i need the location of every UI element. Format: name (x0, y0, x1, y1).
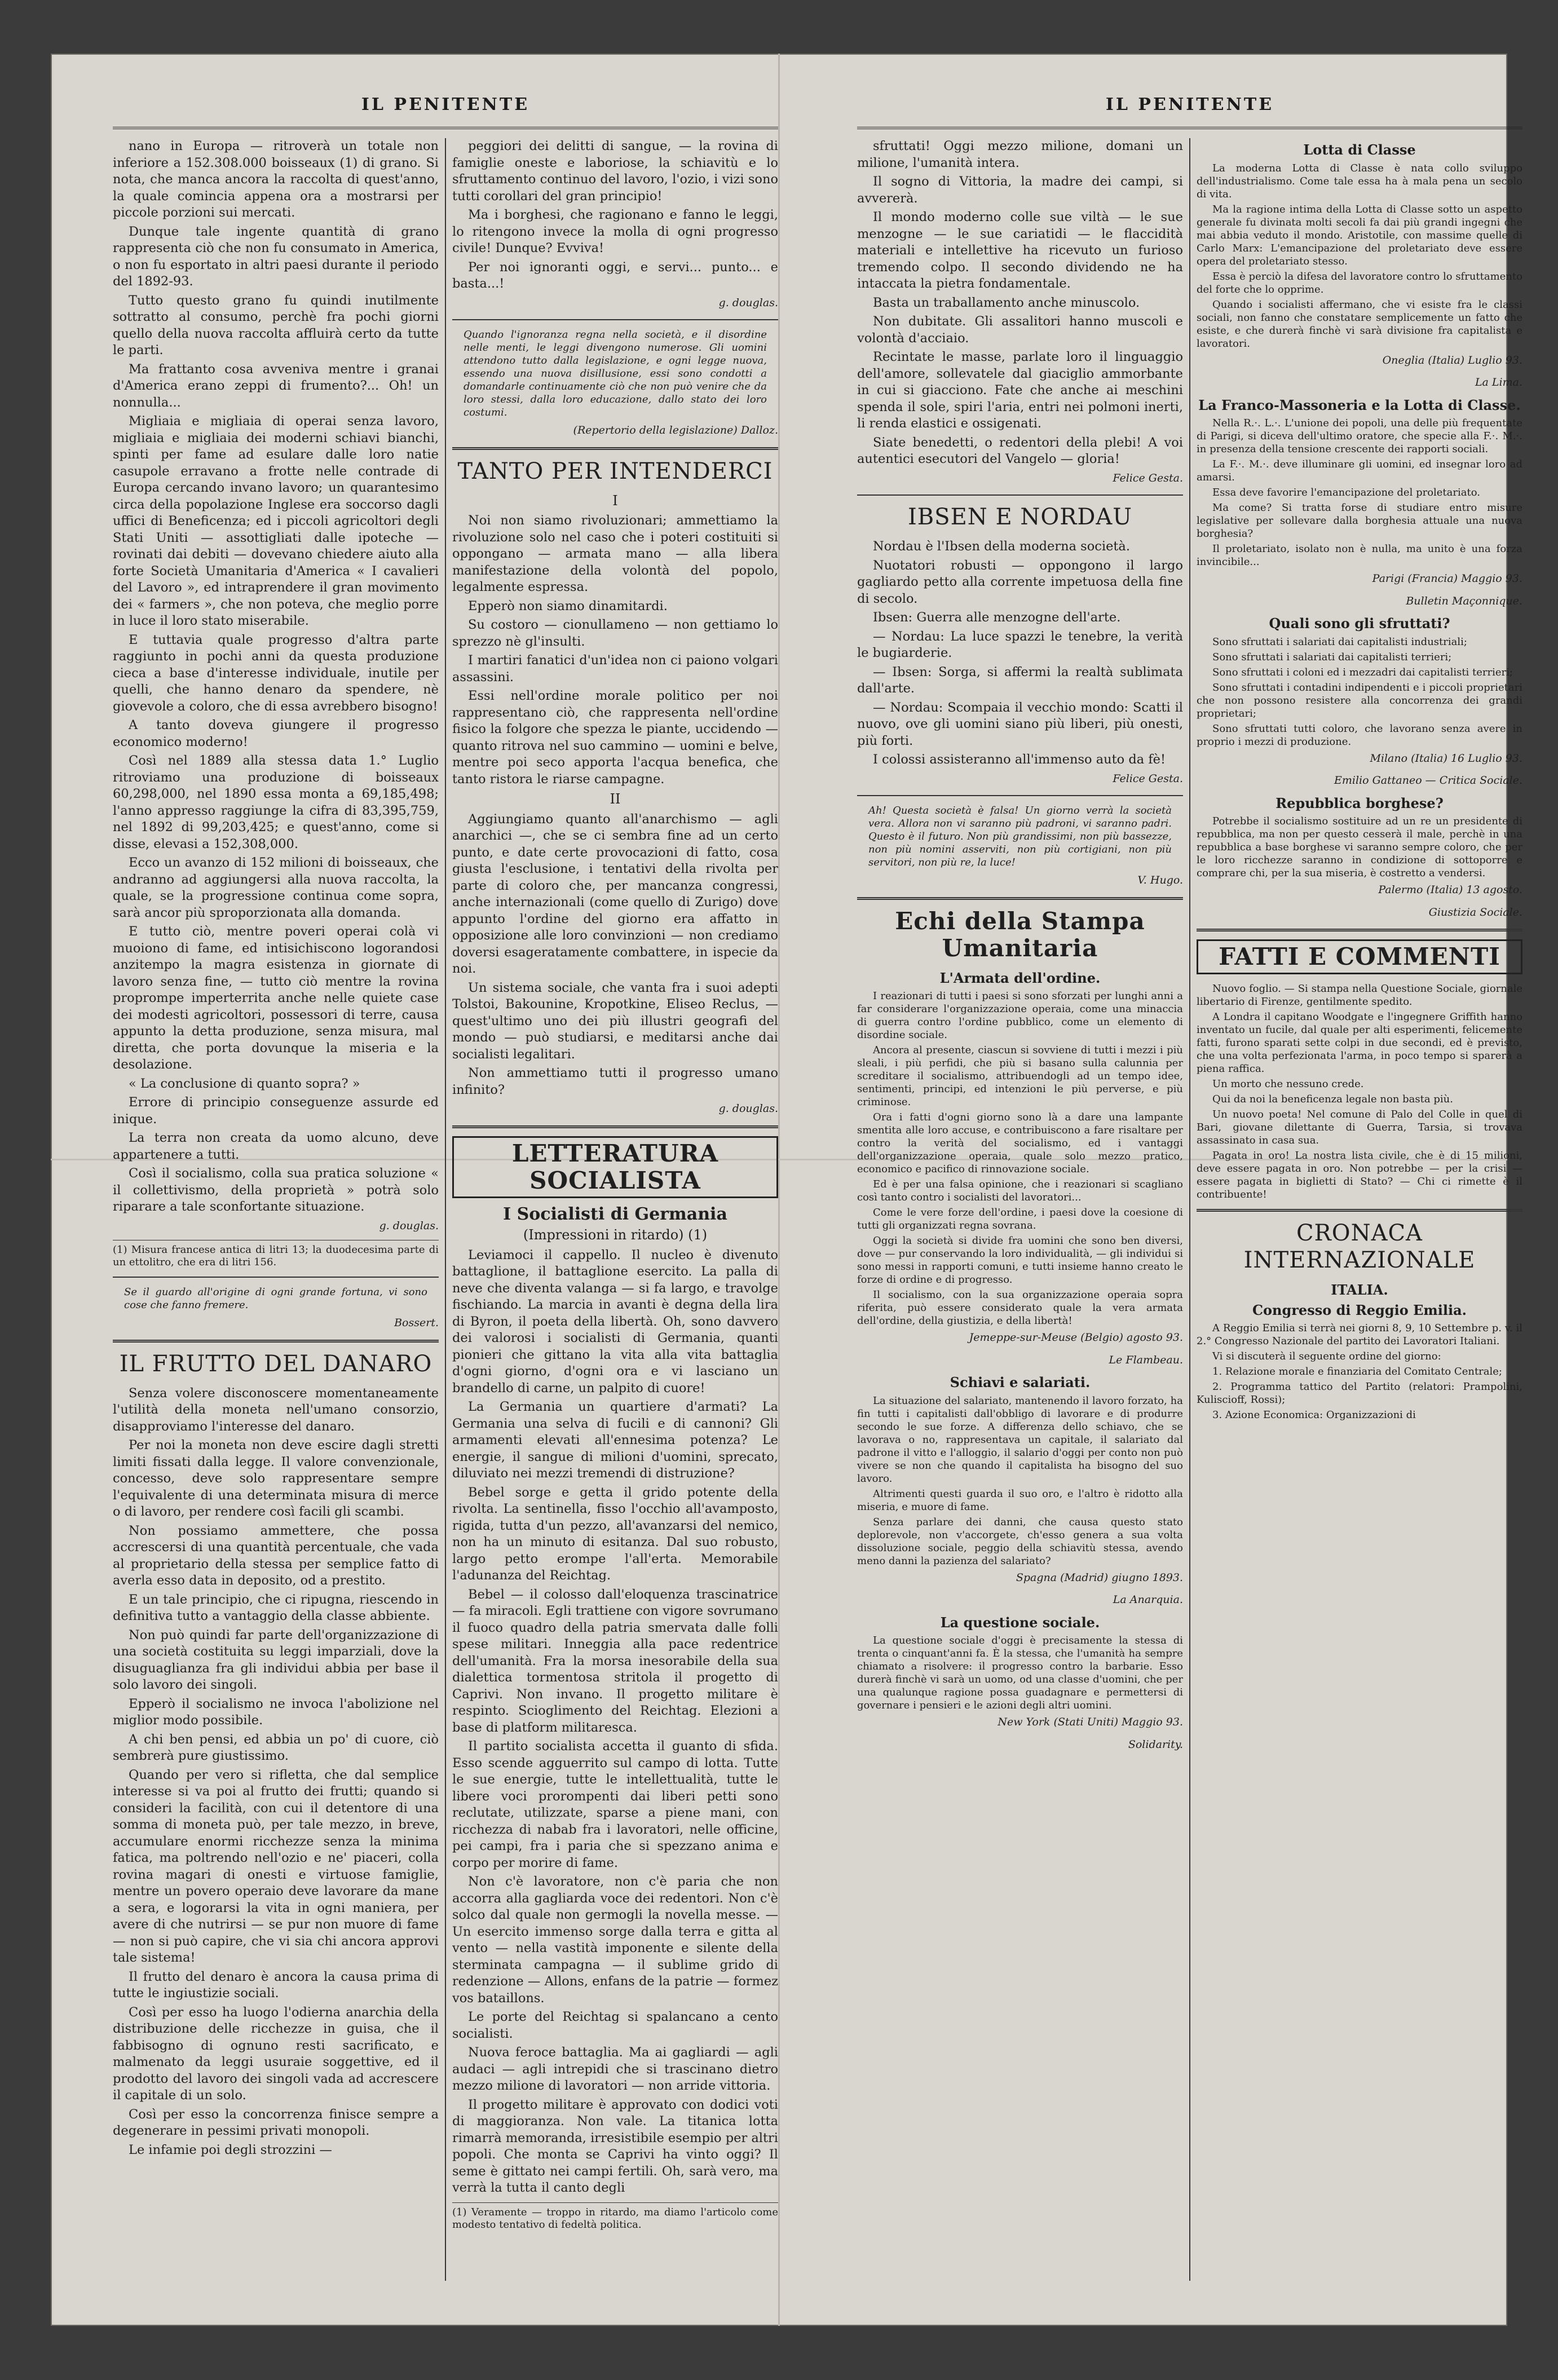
paragraph: 1. Relazione morale e finanziaria del Comitato Centrale; (1212, 1366, 1502, 1377)
article-title: Repubblica borghese? (1275, 794, 1444, 811)
section-numeral: II (610, 791, 621, 807)
paragraph: Ma i borghesi, che ragionano e fanno le leggi, lo ritengono invece la molla di ogni progresso civile! Dunque? Evviva! (452, 207, 778, 255)
article-body (1197, 635, 1522, 748)
article-source: Jemeppe-sur-Meuse (Belgio) agosto 93. (969, 1331, 1183, 1344)
paragraph: Sono sfruttati i salariati dai capitalisti industriali; (1212, 635, 1467, 648)
footnote: (1) Misura francese antica di litri 13; la duodecesima parte di un ettolitro, che era di litri 156. (113, 1240, 439, 1269)
article-title: L'Armata dell'ordine. (939, 969, 1101, 986)
paragraph: A chi ben pensi, ed abbia un po' di cuore, ciò sembrerà pure giustissimo. (113, 1732, 439, 1763)
paragraph: La Germania un quartiere d'armati? La Germania una selva di fucili e di cannoni? Gli armamenti elevati all'ennesima potenza? Le energie, il sangue di milioni d'uomini, sprecato, diluviato nei mezzi tremendi di distruzione? (452, 1399, 778, 1481)
left-page (113, 87, 778, 2286)
separator-rule (1197, 1209, 1522, 1212)
article-publication: La Lima. (1475, 376, 1522, 388)
article-title: Schiavi e salariati. (950, 1374, 1091, 1390)
section-title: LETTERATURA SOCIALISTA (452, 1136, 778, 1198)
article-signature: Felice Gesta. (1113, 772, 1183, 785)
paragraph: Ma frattanto cosa avveniva mentre i granai d'America erano zeppi di frumento?... Oh! un nonnulla... (113, 361, 439, 410)
section-title: TANTO PER INTENDERCI (457, 458, 773, 484)
article-source: Milano (Italia) 16 Luglio 93. (1370, 752, 1522, 765)
paragraph: Su costoro — cionullameno — non gettiamo lo sprezzo nè gl'insulti. (452, 617, 778, 649)
paragraph: 2. Programma tattico del Partito (relatori: Prampolini, Kuliscioff, Rossi); (1197, 1381, 1522, 1406)
paragraph: Così il socialismo, colla sua pratica soluzione « il collettivismo, della proprietà » potrà solo riparare a tale sconfortante situazione. (113, 1166, 439, 1214)
article-body (1197, 982, 1522, 1201)
footnote: (1) Veramente — troppo in ritardo, ma diamo l'articolo come modesto tentativo di fedeltà politica. (452, 2202, 778, 2231)
article-source: Parigi (Francia) Maggio 93. (1372, 572, 1522, 585)
paragraph: Ma la ragione intima della Lotta di Classe sotto un aspetto generale fu divinata molti secoli fa dai più grandi ingegni che mai abbia veduto il mondo. Aristotile, con massime quelle di Carlo Marx: L'emancipazione del proletariato deve essere opera del proletariato stesso. (1197, 203, 1522, 267)
column-2 (452, 138, 778, 2281)
paragraph: E un tale principio, che ci ripugna, riescendo in definitiva tutto a vantaggio della classe abbiente. (113, 1592, 439, 1623)
article-source: Oneglia (Italia) Luglio 93. (1382, 354, 1522, 367)
paragraph: La questione sociale d'oggi è precisamente la stessa di trenta o cinquant'anni fa. È la stessa, che l'umanità ha sempre chiamato a risolvere: il progresso contro la barbarie. Esso durerà finchè vi sarà un uomo, od una classe d'uomini, che per una qualunque ragione possa guadagnare e permettersi di governare i pensieri e le azioni degli altri uomini. (857, 1635, 1183, 1711)
article-title: Quali sono gli sfruttati? (1269, 615, 1450, 632)
newspaper-sheet (51, 54, 1522, 2326)
paragraph: Ibsen: Guerra alle menzogne dell'arte. (873, 610, 1121, 625)
paragraph: Pagata in oro! La nostra lista civile, che è di 15 milioni, deve essere pagata in oro. Non potrebbe — per la crisi — essere pagata in biglietti di Stato? — Chi ci rimette è il contribuente! (1197, 1150, 1522, 1200)
paragraph: Ed è per una falsa opinione, che i reazionari si scagliano così tanto contro i socialisti del lavoratori... (857, 1178, 1183, 1203)
paragraph: Siate benedetti, o redentori della plebi! A voi autentici esecutori del Vangelo — gloria! (857, 435, 1183, 466)
paragraph: Nella R.·. L.·. L'unione dei popoli, una delle più frequentate di Parigi, si diceva dell'ultimo oratore, che specie alla F.·. M.·. in presenza della tensione crescente dei rapporti sociali. (1197, 417, 1522, 455)
paragraph: Il partito socialista accetta il guanto di sfida. Esso scende agguerrito sul campo di lotta. Tutte le sue energie, tutte le intellettualità, tutte le libere voci prorompenti dai liberi petti sono reclutate, utilizzate, sparse a piene mani, con ricchezza di nabab fra i lavoratori, nelle officine, pei campi, fra i paria che si spezzano anima e corpo per morire di fame. (452, 1739, 778, 1870)
section-title: IBSEN E NORDAU (907, 504, 1132, 530)
section-numeral: I (612, 492, 618, 509)
section-title: IL FRUTTO DEL DANARO (119, 1350, 432, 1377)
paragraph: Ecco un avanzo di 152 milioni di boisseaux, che andranno ad aggiungersi alla nuova raccolta, la quale, se la progressione continua come sopra, sarà ancor più sproporzionata alla domanda. (113, 855, 439, 920)
article-title: Lotta di Classe (1303, 142, 1416, 158)
paragraph: Essa è perciò la difesa del lavoratore contro lo sfruttamento del forte che lo opprime. (1197, 270, 1522, 295)
quote-text: Ah! Questa società è falsa! Un giorno verrà la società vera. Allora non vi saranno più padroni, vi saranno padri. Questo è il futuro. Non più grandissimi, non più bassezze, non più nomini asserviti, non più cortigiani, non più servitori, non più re, la luce! (868, 805, 1172, 868)
column-rule (445, 138, 446, 2281)
paragraph: nano in Europa — ritroverà un totale non inferiore a 152.308.000 boisseaux (1) di grano. Si nota, che manca ancora la raccolta di quest'anno, la quale comincia appena ora a mostrarsi per piccole porzioni sui mercati. (113, 139, 439, 220)
paragraph: Noi non siamo rivoluzionari; ammettiamo la rivoluzione solo nel caso che i poteri costituiti si oppongano — armata mano — alla libera manifestazione della volontà del popolo, legalmente espressa. (452, 513, 778, 594)
section-title: Echi della Stampa Umanitaria (895, 907, 1145, 962)
paragraph: Epperò il socialismo ne invoca l'abolizione nel miglior modo possibile. (113, 1696, 439, 1728)
paragraph: Il frutto del denaro è ancora la causa prima di tutte le ingiustizie sociali. (113, 1969, 439, 2001)
article-publication: Solidarity. (1128, 1738, 1183, 1751)
paragraph: Leviamoci il cappello. Il nucleo è divenuto battaglione, il battaglione esercito. La palla di neve che diventa valanga — si fa largo, e travolge fischiando. La marcia in avanti è degna della lira di Byron, il poeta della libertà. Oh, sono davvero dei valorosi i socialisti di Germania, quanti pionieri che gittano la vita alla vita battaglia d'ogni giorno, d'ogni ora e vi lasciano un brandello di carne, un palpito di cuore! (452, 1247, 778, 1396)
paragraph: Come le vere forze dell'ordine, i paesi dove la coesione di tutti gli organizzati regna sovrana. (857, 1207, 1183, 1231)
center-fold (778, 54, 780, 2326)
separator-rule (857, 795, 1183, 796)
article-body (1197, 162, 1522, 350)
column-4 (1197, 138, 1522, 2281)
paragraph: Sono sfruttati i coloni ed i mezzadri dai capitalisti terrieri; (1212, 666, 1513, 678)
quote-author: Bossert. (394, 1317, 439, 1329)
paragraph: — Ibsen: Sorga, si affermi la realtà sublimata dall'arte. (857, 664, 1183, 696)
paragraph: Nuova feroce battaglia. Ma ai gagliardi — agli audaci — agli intrepidi che si trascinano dietro mezzo milione di lavoratori — non arride vittoria. (452, 2045, 778, 2093)
paragraph: Essi nell'ordine morale politico per noi rappresentano ciò, che rappresenta nell'ordine fisico la folgore che spezza le piante, uccidendo — quanto ritrova nel suo cammino — uomini e belve, mentre poi seco apporta l'acqua benefica, che tanto ristora le riarse campagne. (452, 688, 778, 787)
paragraph: Migliaia e migliaia di operai senza lavoro, migliaia e migliaia dei moderni schiavi bianchi, spinti per fame ad esulare dalle loro natie casupole erravano a frotte nelle contrade di Europa cercando invano lavoro; un quarantesimo circa della popolazione Inglese era soccorso dagli uffici di Beneficenza; ed i piccoli agricoltori degli Stati Uniti — assottigliati dalle ipoteche — rovinati dai debiti — dovevano chiedere aiuto alla forte Società Umanitaria d'America « I cavalieri del Lavoro », ed intraprendere il gran movimento dei « farmers », che non poteva, che meglio porre in luce il loro stato miserabile. (113, 414, 439, 628)
article-title: Congresso di Reggio Emilia. (1252, 1301, 1467, 1318)
paragraph: Nordau è l'Ibsen della moderna società. (873, 539, 1130, 554)
quote-author: V. Hugo. (1137, 874, 1183, 886)
paragraph: 3. Azione Economica: Organizzazioni di (1212, 1409, 1416, 1421)
paragraph: Quando per vero si rifletta, che dal semplice interesse si va poi al frutto dei frutti; quando si consideri la facilità, con cui il detentore di una somma di moneta può, per tale mezzo, in breve, accumulare enormi ricchezze senza la minima fatica, ma poltrendo nell'ozio e ne' piaceri, colla rovina magari di onesti e virtuose famiglie, mentre un povero operaio deve lavorare da mane a sera, e logorarsi la vita in ogni maniera, per avere di che nutrirsi — se pur non muore di fame — non si può capire, che vi sia chi ancora approvi tale sistema! (113, 1767, 439, 1965)
article-signature: Felice Gesta. (1113, 471, 1183, 484)
article-signature: g. douglas. (379, 1219, 439, 1232)
paragraph: Un nuovo poeta! Nel comune di Palo del Colle in quel di Bari, giovane dilettante di Guerra, Tarsia, si trovava assassinato in casa sua. (1197, 1109, 1522, 1146)
article-subtitle: (Impressioni in ritardo) (1) (523, 1227, 708, 1243)
paragraph: Oggi la società si divide fra uomini che sono ben diversi, dove — pur conservando la loro individualità, — gli individui si sono messi in rapporti comuni, e tutti insieme hanno creato le forze di ordine e di progresso. (857, 1235, 1183, 1286)
paragraph: Ora i fatti d'ogni giorno sono là a dare una lampante smentita alle loro accuse, e contribuiscono a fare risaltare per contro la verità del socialismo, ed i vantaggi dell'organizzazione operaia, quale solo mezzo pratico, economico e pacifico di rinnovazione sociale. (857, 1111, 1183, 1175)
quote-text: Quando l'ignoranza regna nella società, e il disordine nelle menti, le leggi divengono numerose. Gli uomini attendono tutto dalla legislazione, e ogni legge nuova, essendo una nuova disillusione, essi sono condotti a domandarle continuamente ciò che non può venire che da loro stessi, dalla loro educazione, dallo stato dei loro costumi. (464, 329, 767, 418)
paragraph: Sono sfruttati i salariati dai capitalisti terrieri; (1212, 651, 1452, 663)
paragraph: Così per esso la concorrenza finisce sempre a degenerare in pessimi privati monopoli. (113, 2107, 439, 2138)
paragraph: E tuttavia quale progresso d'altra parte raggiunto in pochi anni da questa produzione cieca a base d'interesse individuale, inutile per quelli, che hanno denaro da spendere, nè giovevole a coloro, che di essa avrebbero bisogno! (113, 632, 439, 714)
masthead-title: IL PENITENTE (361, 95, 530, 114)
paragraph: A Londra il capitano Woodgate e l'ingegnere Griffith hanno inventato un fucile, dal quale per alti esperimenti, felicemente fatti, furono sparati sette colpi in due secondi, ed è previsto, che una volta perfezionata l'arma, in poco tempo si sparerà a piena raffica. (1197, 1011, 1522, 1075)
article-title: I Socialisti di Germania (503, 1204, 727, 1224)
paragraph: Per noi la moneta non deve escire dagli stretti limiti fissati dalla legge. Il valore convenzionale, concesso, deve solo rappresentare sempre l'equivalente di una determinata misura di merce o di lavoro, per rendere così facili gli scambi. (113, 1438, 439, 1519)
paragraph: Essa deve favorire l'emancipazione del proletariato. (1212, 487, 1480, 498)
article-body (1197, 417, 1522, 568)
article-source: Palermo (Italia) 13 agosto. (1378, 884, 1522, 896)
paragraph: peggiori dei delitti di sangue, — la rovina di famiglie oneste e laboriose, la schiavitù e lo sfruttamento continuo del lavoro, l'ozio, i vizi sono tutti corollari del gran principio! (452, 139, 778, 204)
separator-rule (452, 319, 778, 320)
paragraph: La moderna Lotta di Classe è nata collo sviluppo dell'industrialismo. Come tale essa ha à mala pena un secolo di vita. (1197, 162, 1522, 200)
paragraph: Quando i socialisti affermano, che vi esiste fra le classi sociali, non fanno che constatare semplicemente un fatto che esiste, e che durerà finchè vi sarà divisione fra capitalista e lavoratori. (1197, 298, 1522, 350)
paragraph: Errore di principio conseguenze assurde ed inique. (113, 1095, 439, 1127)
article-title: La Franco-Massoneria e la Lotta di Classe. (1198, 396, 1521, 413)
article-source: Spagna (Madrid) giugno 1893. (1016, 1571, 1183, 1584)
paragraph: Basta un traballamento anche minuscolo. (873, 295, 1140, 310)
article-signature: g. douglas. (718, 296, 778, 309)
paragraph: Così per esso ha luogo l'odierna anarchia della distribuzione delle ricchezze in guisa, che il fabbisogno di ognuno resti sacrificato, e malmenato da leggi usuraie soggettive, ed il prodotto del lavoro dei singoli vada ad accrescere il capitale di un solo. (113, 2004, 439, 2103)
section-title: CRONACA INTERNAZIONALE (1243, 1220, 1476, 1273)
separator-rule (113, 1277, 439, 1278)
paragraph: Ancora al presente, ciascun si sovviene di tutti i mezzi i più sleali, i più perfidi, che più si basano sulla calunnia per screditare il socialismo, attribuendogli ad un tempo idee, sentimenti, principi, ed intenzioni le più perverse, e più criminose. (857, 1044, 1183, 1108)
paragraph: I colossi assisteranno all'immenso auto da fè! (873, 752, 1166, 767)
separator-rule (113, 1340, 439, 1343)
article-signature: g. douglas. (718, 1102, 778, 1115)
paragraph: Sono sfruttati tutti coloro, che lavorano senza avere in proprio i mezzi di produzione. (1197, 722, 1522, 748)
paragraph: A tanto doveva giungere il progresso economico moderno! (113, 718, 439, 749)
paragraph: I martiri fanatici d'un'idea non ci paiono volgari assassini. (452, 653, 778, 685)
section-title: FATTI E COMMENTI (1197, 939, 1522, 974)
column-rule (1189, 138, 1190, 2281)
separator-rule (452, 447, 778, 450)
paragraph: Dunque tale ingente quantità di grano rappresenta ciò che non fu consumato in America, o non fu esportato in altri paesi durante il periodo del 1892-93. (113, 224, 439, 289)
section-subtitle: ITALIA. (1331, 1282, 1388, 1298)
right-columns (857, 138, 1522, 2281)
paragraph: Recintate le masse, parlate loro il linguaggio dell'amore, sollevatele dal giaciglio ammorbante in cui si giacciono. Fate che anche ai meschini spenda il sole, spiri l'aria, entri nei polmoni inerti, li renda elastici e ossigenati. (857, 350, 1183, 431)
paragraph: Ma come? Si tratta forse di studiare entro misure legislative per sollevare dalla borghesia attuale una nuova borghesia? (1197, 502, 1522, 540)
paragraph: Il sogno di Vittoria, la madre dei campi, si avvererà. (857, 174, 1183, 206)
masthead-left (113, 87, 778, 129)
paragraph: Un sistema sociale, che vanta fra i suoi adepti Tolstoi, Bakounine, Kropotkine, Eliseo Reclus, — quest'ultimo uno dei più illustri geografi del mondo — può studiarsi, e meditarsi anche dai socialisti legalitari. (452, 980, 778, 1062)
paragraph: Non dubitate. Gli assalitori hanno muscoli e volontà d'acciaio. (857, 314, 1183, 346)
article-publication: Bulletin Maçonnique. (1406, 594, 1522, 607)
paragraph: Epperò non siamo dinamitardi. (468, 598, 668, 613)
article-publication: Giustizia Sociale. (1428, 906, 1522, 919)
paragraph: I reazionari di tutti i paesi si sono sforzati per lunghi anni a far considerare l'organizzazione operaia, come una minaccia di guerra contro l'ordine pubblico, come un elemento di disordine sociale. (857, 990, 1183, 1041)
paragraph: Bebel sorge e getta il grido potente della rivolta. La sentinella, fisso l'occhio all'avamposto, rigida, tutta d'un pezzo, all'avanzarsi del nemico, non ha un minuto di esitanza. Dal suo robusto, largo petto erompe l'all'erta. Memorabile l'adunanza del Reichtag. (452, 1485, 778, 1583)
paragraph: Le infamie poi degli strozzini — (129, 2142, 332, 2157)
paragraph: Nuotatori robusti — oppongono il largo gagliardo petto alla corrente impetuosa della fine di secolo. (857, 558, 1183, 606)
paragraph: sfruttati! Oggi mezzo milione, domani un milione, l'umanità intera. (857, 139, 1183, 170)
paragraph: — Nordau: La luce spazzi le tenebre, la verità le bugiarderie. (857, 629, 1183, 660)
paragraph: Senza parlare dei danni, che causa questo stato deplorevole, non v'accorgete, ch'esso genera a sua volta dissoluzione sociale, peggio della schiavitù stessa, avendo meno danni la pazienza del salariato? (857, 1516, 1183, 1567)
article-body (857, 1394, 1183, 1567)
column-1 (113, 138, 439, 2281)
paragraph: A Reggio Emilia si terrà nei giorni 8, 9, 10 Settembre p. v. il 2.° Congresso Nazionale del partito dei Lavoratori Italiani. (1197, 1322, 1522, 1347)
quote-text: Se il guardo all'origine di ogni grande fortuna, vi sono cose che fanno fremere. (124, 1286, 427, 1311)
paragraph: Tutto questo grano fu quindi inutilmente sottratto al consumo, perchè fra pochi giorni quello della nuova raccolta affluirà certo da tutte le parti. (113, 293, 439, 357)
masthead-title: IL PENITENTE (1105, 95, 1274, 114)
paragraph: Non possiamo ammettere, che possa accrescersi di una quantità percentuale, che vada al proprietario della stessa per semplice fatto di averla esso data in deposito, od a prestito. (113, 1523, 439, 1588)
paragraph: Potrebbe il socialismo sostituire ad un re un presidente di repubblica, ma non per questo cesserà il male, perchè in una repubblica a base borghese vi saranno sempre coloro, che per le loro ricchezze saranno in condizione di sottoporre e comprare chi, per la sua miseria, è costretto a vendersi. (1197, 815, 1522, 879)
article-body (1197, 815, 1522, 880)
article-publication: La Anarquia. (1113, 1593, 1183, 1606)
separator-rule (1197, 929, 1522, 931)
paragraph: Le porte del Reichtag si spalancano a cento socialisti. (452, 2010, 778, 2041)
paragraph: « La conclusione di quanto sopra? » (129, 1076, 360, 1091)
paragraph: La situazione del salariato, mantenendo il lavoro forzato, ha fin tutti i capitalisti dall'obbligo di lavorare e di produrre secondo le sue forze. A differenza dello schiavo, che se lavorava o no, rappresentava un capitale, il salariato dal padrone il vitto e l'alloggio, il salario d'oggi per conto non può vivere se non che quando il capitalista ha bisogno del suo lavoro. (857, 1394, 1183, 1485)
paragraph: Senza volere disconoscere momentaneamente l'utilità della moneta nell'umano consorzio, disapproviamo l'interesse del danaro. (113, 1385, 439, 1434)
paragraph: Così nel 1889 alla stessa data 1.° Luglio ritroviamo una produzione di boisseaux 60,298,000, nel 1890 essa monta a 69,185,498; l'anno appresso raggiunge la cifra di 83,395,759, nel 1892 di 99,203,425; e quest'anno, come si disse, elevasi a 152,308,000. (113, 753, 439, 851)
paragraph: Altrimenti questi guarda il suo oro, e l'altro è ridotto alla miseria, e muore di fame. (857, 1487, 1183, 1513)
paragraph: Il proletariato, isolato non è nulla, ma unito è una forza invincibile... (1197, 543, 1522, 568)
paragraph: Il socialismo, con la sua organizzazione operaia sopra riferita, può essere considerato quale la vera armata dell'ordine, della giustizia, e della libertà! (857, 1289, 1183, 1327)
paragraph: E tutto ciò, mentre poveri operai colà vi muoiono di fame, ed intisichiscono logorandosi anzitempo la magra esistenza in giornate di lavoro senza fine, — tutto ciò mentre la rovina proprompe imperterrita anche nelle quiete case dei modesti agricoltori, possessori di terre, causa appunto la detta produzione, senza misura, mal diretta, che porta dovunque la miseria e la desolazione. (113, 924, 439, 1072)
paragraph: Non può quindi far parte dell'organizzazione di una società costituita su leggi imparziali, dove la disuguaglianza fra gli individui abbia per base il solo lavoro dei singoli. (113, 1627, 439, 1692)
paragraph: Il progetto militare è approvato con dodici voti di maggioranza. Non vale. La titanica lotta rimarrà memoranda, irresistibile esempio per altri popoli. Che monta se Caprivi ha vinto oggi? Il seme è gittato nei campi fertili. Oh, sarà vero, ma verrà la tutta il canto degli (452, 2097, 778, 2195)
paragraph: Sono sfruttati i contadini indipendenti e i piccoli proprietari che non possono resistere alla concorrenza dei grandi proprietari; (1197, 681, 1522, 719)
article-title: La questione sociale. (940, 1614, 1100, 1631)
paragraph: Qui da noi la beneficenza legale non basta più. (1212, 1093, 1453, 1105)
paragraph: Il mondo moderno colle sue viltà — le sue menzogne — le sue cariatidi — le flaccidità materiali e intellettive ha ricevuto un furioso tremendo colpo. Il secondo dividendo ne ha intaccata la pietra fondamentale. (857, 210, 1183, 291)
article-publication: Emilio Gattaneo — Critica Sociale. (1334, 774, 1522, 787)
separator-rule (857, 494, 1183, 496)
paragraph: — Nordau: Scompaia il vecchio mondo: Scatti il nuovo, ove gli uomini siano più liberi, più onesti, più forti. (857, 700, 1183, 748)
article-body (1197, 1322, 1522, 1421)
right-page (857, 87, 1522, 2286)
paragraph: Non ammettiamo tutti il progresso umano infinito? (452, 1066, 778, 1097)
article-publication: Le Flambeau. (1109, 1353, 1183, 1366)
left-columns (113, 138, 778, 2281)
paragraph: Aggiungiamo quanto all'anarchismo — agli anarchici —, che se ci sembra fine ad un certo punto, e date certe provocazioni di fatto, cosa giusta l'esclusione, i tentativi della rivolta per parte di coloro che, per mancanza congressi, anche internazionali (come quello di Zurigo) dove appunto l'ordine del giorno era affatto in opposizione alle loro convinzioni — non crediamo doversi esageratamente combattere, in ispecie da noi. (452, 811, 778, 976)
paragraph: Per noi ignoranti oggi, e servi... punto... e basta...! (452, 259, 778, 291)
paragraph: Bebel — il colosso dall'eloquenza trascinatrice — fa miracoli. Egli trattiene con vigore sovrumano il fuoco quadro della patria smervata dalle folli spese militari. Inneggia alla pace redentrice dell'umanità. Fra la morsa inesorabile della sua dialettica tormentosa stritola il progetto di Caprivi. Non invano. Il progetto militare è respinto. Scioglimento del Reichtag. Elezioni a base di platform militaresca. (452, 1587, 778, 1735)
paragraph: La F.·. M.·. deve illuminare gli uomini, ed insegnar loro ad amarsi. (1197, 458, 1522, 483)
paragraph: Vi si discuterà il seguente ordine del giorno: (1212, 1350, 1441, 1362)
paragraph: Non c'è lavoratore, non c'è paria che non accorra alla gagliarda voce dei redentori. Non c'è solco dal quale non germogli la novella messe. — Un esercito immenso sorge dalla terra e gitta al vento — nella vastità imponente e silente della sterminata campagna — il sublime grido di redenzione — Allons, enfans de la patrie — formez vos bataillons. (452, 1874, 778, 2006)
quote-source: (Repertorio della legislazione) Dalloz. (573, 424, 778, 436)
separator-rule (857, 897, 1183, 900)
paragraph: Nuovo foglio. — Si stampa nella Questione Sociale, giornale libertario di Firenze, gentilmente spedito. (1197, 983, 1522, 1008)
paragraph: Un morto che nessuno crede. (1212, 1078, 1364, 1090)
separator-rule (452, 1125, 778, 1128)
article-source: New York (Stati Uniti) Maggio 93. (998, 1716, 1183, 1728)
paragraph: La terra non creata da uomo alcuno, deve appartenere a tutti. (113, 1131, 439, 1162)
masthead-right (857, 87, 1522, 129)
article-body (857, 1634, 1183, 1712)
article-body (857, 990, 1183, 1327)
column-3 (857, 138, 1183, 2281)
